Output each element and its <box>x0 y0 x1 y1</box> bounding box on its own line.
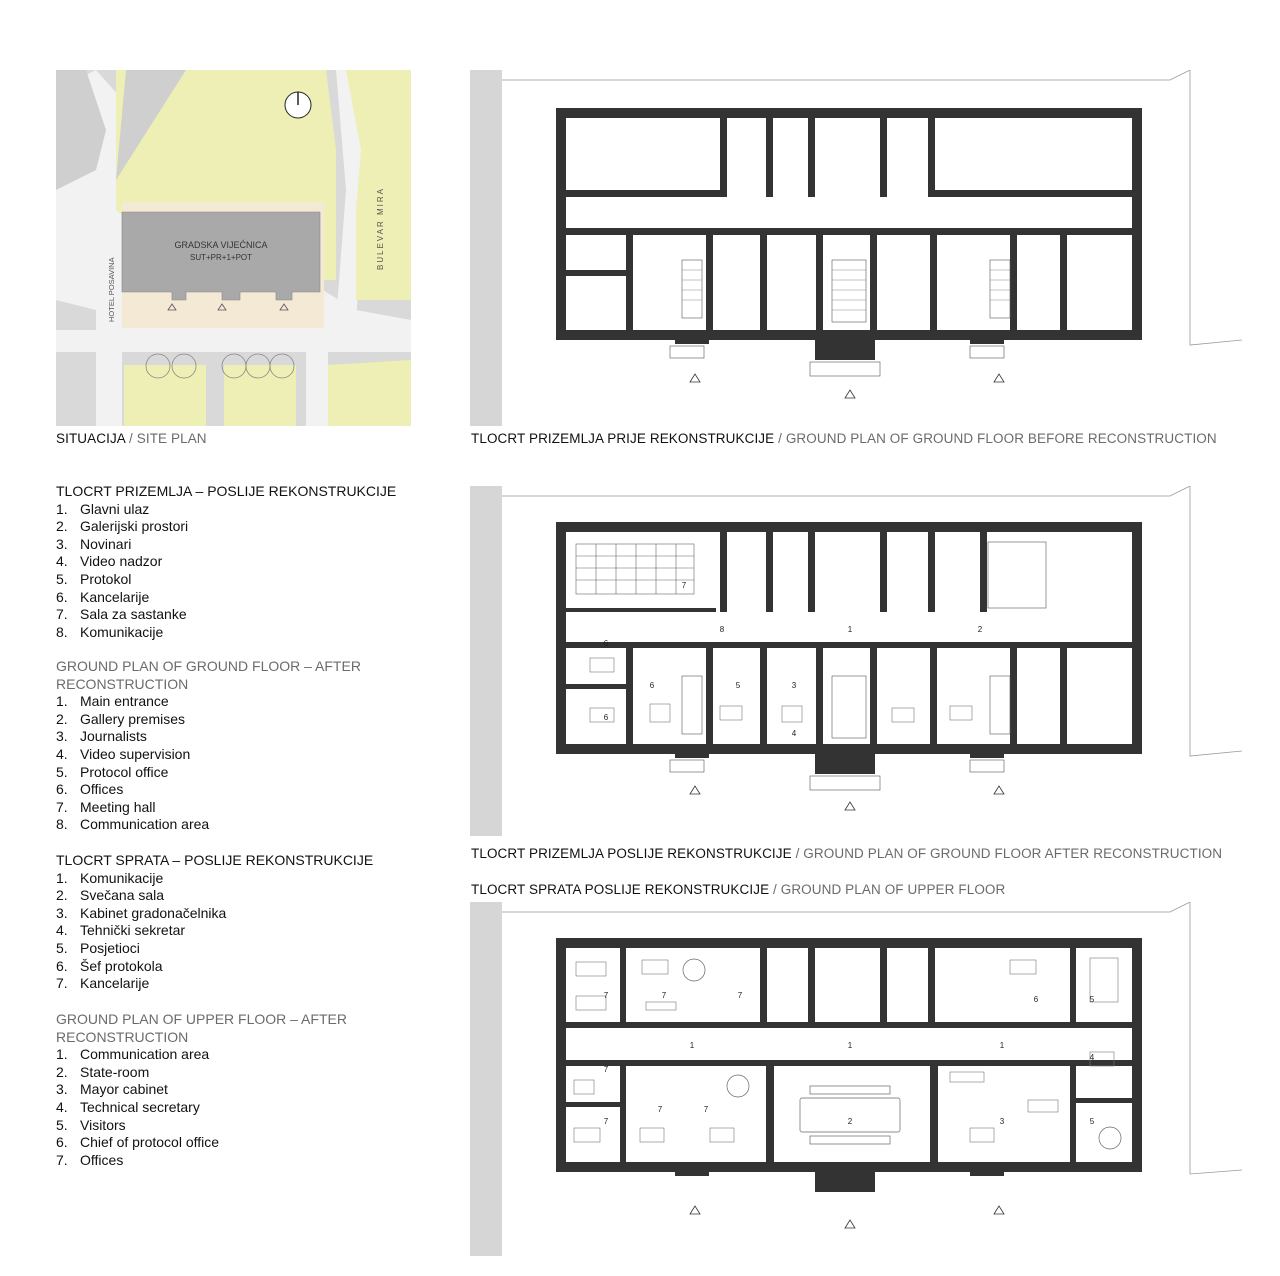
legend-num: 2. <box>56 710 68 727</box>
legend-num: 6. <box>56 1134 68 1151</box>
legend-label: Protokol <box>80 570 132 587</box>
legend-label: Posjetioci <box>80 939 140 956</box>
legend-label: State-room <box>80 1063 150 1080</box>
legend-item <box>56 799 361 817</box>
legend-num: 6. <box>56 957 68 974</box>
room-number: 1 <box>847 625 853 634</box>
caption-sep: / <box>774 431 786 446</box>
legend-num: 5. <box>56 939 68 956</box>
caption-en: SITE PLAN <box>136 431 207 446</box>
legend-label: Main entrance <box>80 693 169 710</box>
legend-label: Video supervision <box>80 745 191 762</box>
room-number: 7 <box>703 1105 709 1114</box>
legend-item <box>56 1046 347 1064</box>
entrance-markers <box>690 374 1004 398</box>
legend-item <box>56 606 396 624</box>
legend-label: Visitors <box>80 1116 126 1133</box>
site-plan-drawing <box>56 70 411 426</box>
legend-num: 6. <box>56 588 68 605</box>
legend-label: Šef protokola <box>80 957 163 974</box>
legend-num: 2. <box>56 1063 68 1080</box>
legend-title: GROUND PLAN OF GROUND FLOOR – AFTER <box>56 658 361 674</box>
legend-item <box>56 728 361 746</box>
room-number: 1 <box>689 1041 695 1050</box>
legend-item <box>56 1081 347 1099</box>
legend-item <box>56 781 361 799</box>
legend-item <box>56 553 396 571</box>
room-number: 7 <box>661 991 667 1000</box>
legend-ground-hr <box>56 483 396 641</box>
plan-upper <box>470 902 1242 1256</box>
entrance-markers <box>690 1206 1004 1228</box>
hotel-label: HOTEL POSAVINA <box>107 257 116 322</box>
caption-hr: TLOCRT SPRATA POSLIJE REKONSTRUKCIJE <box>471 882 770 897</box>
room-number: 4 <box>1089 1053 1095 1062</box>
legend-item <box>56 816 361 834</box>
caption-hr: SITUACIJA <box>56 431 126 446</box>
street-label: BULEVAR MIRA <box>376 187 385 270</box>
legend-label: Offices <box>80 1151 124 1168</box>
legend-num: 8. <box>56 816 68 833</box>
plan-ground-after <box>470 486 1242 836</box>
room-number: 1 <box>999 1041 1005 1050</box>
legend-label: Chief of protocol office <box>80 1134 220 1151</box>
room-number: 3 <box>999 1117 1005 1126</box>
legend-item <box>56 693 361 711</box>
plan-before-caption <box>471 431 1217 446</box>
legend-num: 3. <box>56 1081 68 1098</box>
legend-item <box>56 940 373 958</box>
legend-label: Protocol office <box>80 763 169 780</box>
building-floors-label: SUT+PR+1+POT <box>189 253 253 262</box>
building-name-label: GRADSKA VIJEĆNICA <box>174 240 268 250</box>
legend-upper-en <box>56 1011 347 1169</box>
legend-label: Kancelarije <box>80 975 150 992</box>
legend-item <box>56 501 396 519</box>
room-number: 4 <box>791 729 797 738</box>
legend-label: Video nadzor <box>80 553 163 570</box>
plan-ground-after-drawing <box>470 486 1242 836</box>
room-number: 3 <box>791 681 797 690</box>
state-room-table <box>800 1086 900 1144</box>
legend-upper-hr <box>56 852 373 993</box>
legend-title-cont: RECONSTRUCTION <box>56 675 189 692</box>
meeting-hall-seats <box>576 544 694 594</box>
legend-num: 5. <box>56 1116 68 1133</box>
plan-ground-after-caption <box>471 846 1222 861</box>
caption-sep: / <box>791 846 804 861</box>
legend-item <box>56 905 373 923</box>
room-number: 7 <box>603 1065 609 1074</box>
legend-label: Sala za sastanke <box>80 606 187 623</box>
legend-label: Kancelarije <box>80 588 150 605</box>
legend-label: Technical secretary <box>80 1098 200 1115</box>
legend-item <box>56 624 396 642</box>
legend-num: 3. <box>56 535 68 552</box>
legend-label: Galerijski prostori <box>80 518 189 535</box>
legend-item <box>56 922 373 940</box>
office-furniture <box>590 658 972 722</box>
legend-label: Mayor cabinet <box>80 1081 168 1098</box>
legend-num: 7. <box>56 798 68 815</box>
legend-label: Journalists <box>80 728 147 745</box>
legend-label: Svečana sala <box>80 887 165 904</box>
legend-item <box>56 1134 347 1152</box>
plan-before <box>470 70 1242 426</box>
legend-num: 7. <box>56 975 68 992</box>
room-number: 6 <box>603 713 609 722</box>
legend-num: 3. <box>56 904 68 921</box>
caption-sep: / <box>125 431 137 446</box>
legend-num: 5. <box>56 763 68 780</box>
site-plan <box>56 70 411 426</box>
legend-label: Communication area <box>80 1046 210 1063</box>
legend-item <box>56 1064 347 1082</box>
room-number: 6 <box>649 681 655 690</box>
room-number: 6 <box>603 639 609 648</box>
legend-num: 4. <box>56 745 68 762</box>
legend-num: 4. <box>56 1098 68 1115</box>
plan-upper-drawing <box>470 902 1242 1256</box>
legend-num: 1. <box>56 693 68 710</box>
legend-num: 2. <box>56 887 68 904</box>
legend-item <box>56 1117 347 1135</box>
room-number: 5 <box>1089 995 1095 1004</box>
room-number: 7 <box>681 581 687 590</box>
entrance-markers <box>690 786 1004 810</box>
caption-hr: TLOCRT PRIZEMLJA PRIJE REKONSTRUKCIJE <box>471 431 775 446</box>
caption-en: GROUND PLAN OF GROUND FLOOR AFTER RECONSTRUCTION <box>803 846 1223 861</box>
room-number: 6 <box>1033 995 1039 1004</box>
legend-label: Novinari <box>80 535 132 552</box>
room-number: 7 <box>603 991 609 1000</box>
legend-num: 7. <box>56 606 68 623</box>
legend-item <box>56 887 373 905</box>
room-number: 7 <box>737 991 743 1000</box>
caption-en: GROUND PLAN OF GROUND FLOOR BEFORE RECONSTRUCTION <box>785 431 1217 446</box>
room-number: 2 <box>977 625 983 634</box>
legend-title: TLOCRT SPRATA – POSLIJE REKONSTRUKCIJE <box>56 852 374 868</box>
room-numbers <box>604 581 983 738</box>
legend-item <box>56 571 396 589</box>
legend-item <box>56 1152 347 1170</box>
legend-item <box>56 536 396 554</box>
room-number: 7 <box>603 1117 609 1126</box>
legend-title-cont: RECONSTRUCTION <box>56 1028 189 1045</box>
legend-num: 6. <box>56 781 68 798</box>
legend-label: Kabinet gradonačelnika <box>80 904 227 921</box>
legend-num: 2. <box>56 518 68 535</box>
plan-upper-caption <box>471 882 1005 897</box>
legend-title: GROUND PLAN OF UPPER FLOOR – AFTER <box>56 1011 347 1027</box>
legend-num: 4. <box>56 922 68 939</box>
caption-hr: TLOCRT PRIZEMLJA POSLIJE REKONSTRUKCIJE <box>471 846 792 861</box>
legend-num: 1. <box>56 869 68 886</box>
caption-en: GROUND PLAN OF UPPER FLOOR <box>780 882 1006 897</box>
plan-before-drawing <box>470 70 1242 426</box>
legend-item <box>56 711 361 729</box>
legend-item <box>56 958 373 976</box>
legend-num: 8. <box>56 623 68 640</box>
room-number: 1 <box>847 1041 853 1050</box>
caption-sep: / <box>769 882 781 897</box>
legend-num: 1. <box>56 1046 68 1063</box>
legend-item <box>56 975 373 993</box>
legend-item <box>56 589 396 607</box>
legend-label: Tehnički sekretar <box>80 922 186 939</box>
legend-label: Meeting hall <box>80 798 156 815</box>
legend-title: TLOCRT PRIZEMLJA – POSLIJE REKONSTRUKCIJE <box>56 483 397 499</box>
legend-num: 5. <box>56 570 68 587</box>
legend-label: Communication area <box>80 816 210 833</box>
room-number: 5 <box>735 681 741 690</box>
legend-label: Komunikacije <box>80 623 164 640</box>
legend-item <box>56 870 373 888</box>
legend-ground-en <box>56 658 361 834</box>
legend-item <box>56 1099 347 1117</box>
legend-item <box>56 764 361 782</box>
legend-item <box>56 518 396 536</box>
room-number: 5 <box>1089 1117 1095 1126</box>
legend-num: 3. <box>56 728 68 745</box>
legend-item <box>56 746 361 764</box>
legend-label: Komunikacije <box>80 869 164 886</box>
room-number: 7 <box>657 1105 663 1114</box>
room-number: 8 <box>719 625 725 634</box>
legend-label: Glavni ulaz <box>80 500 150 517</box>
room-number: 2 <box>847 1117 853 1126</box>
legend-num: 4. <box>56 553 68 570</box>
site-plan-caption <box>56 431 207 446</box>
legend-label: Gallery premises <box>80 710 186 727</box>
legend-num: 7. <box>56 1151 68 1168</box>
legend-label: Offices <box>80 781 124 798</box>
legend-num: 1. <box>56 500 68 517</box>
